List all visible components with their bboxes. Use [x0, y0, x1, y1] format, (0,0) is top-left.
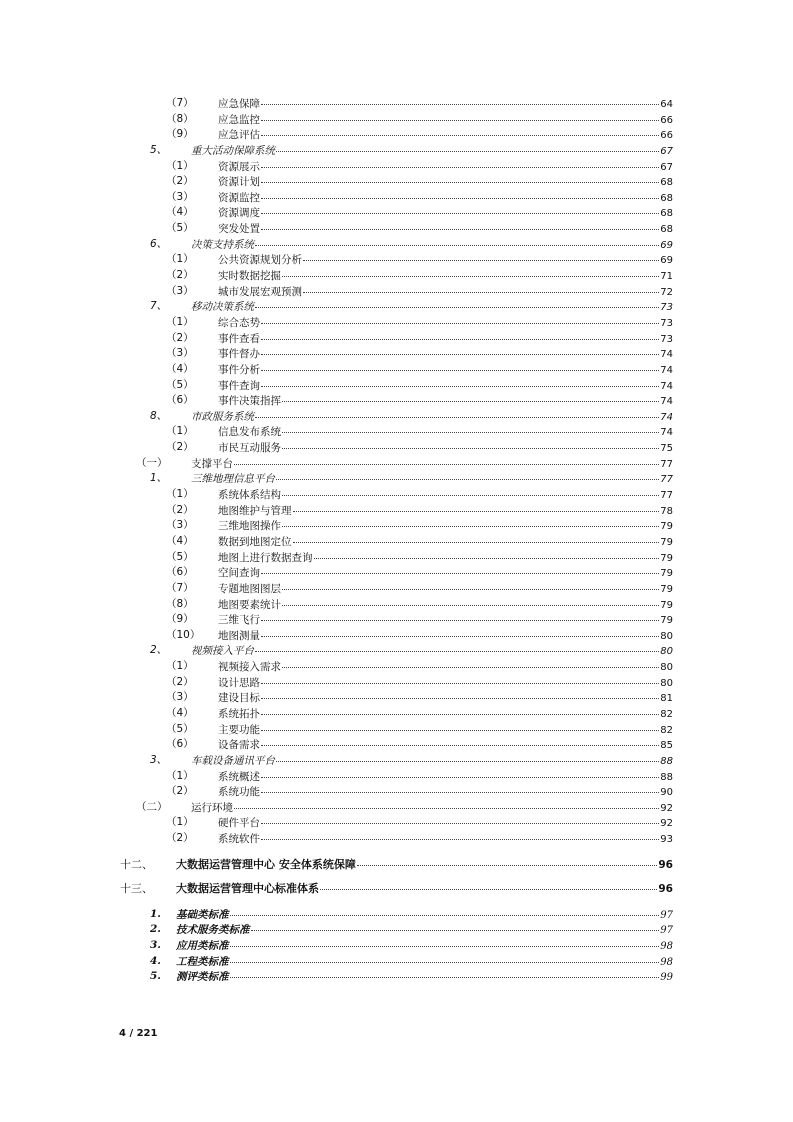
toc-entry-page-number: 68: [660, 224, 673, 236]
dot-leader: [261, 313, 659, 324]
toc-entry-number: （2）: [166, 441, 194, 454]
toc-entry-title: 应急评估: [218, 129, 260, 142]
dot-leader: [276, 751, 659, 762]
toc-entry-number: 十二、: [120, 857, 153, 871]
toc-entry-title: 测评类标准: [176, 971, 229, 984]
toc-entry-number: （1）: [166, 769, 194, 782]
toc-entry-title: 主要功能: [218, 723, 260, 736]
toc-entry-page-number: 73: [660, 317, 673, 329]
toc-entry-page-number: 68: [660, 192, 673, 204]
toc-entry-page-number: 64: [660, 99, 673, 110]
toc-entry[interactable]: [0, 877, 793, 901]
toc-entry-page-number: 74: [660, 411, 673, 423]
toc-entry-number: （1）: [166, 425, 194, 438]
toc-entry-number: （4）: [166, 706, 194, 719]
dot-leader: [255, 641, 659, 652]
dot-leader: [261, 203, 659, 214]
toc-entry-page-number: 78: [660, 505, 673, 517]
toc-entry-page-number: 73: [660, 333, 673, 345]
toc-entry-title: 硬件平台: [218, 817, 260, 830]
toc-entry-page-number: 88: [660, 755, 673, 767]
toc-entry-number: 6、: [150, 237, 168, 250]
toc-entry-page-number: 97: [660, 909, 673, 921]
toc-entry-page-number: 97: [660, 925, 673, 937]
toc-entry-page-number: 77: [660, 490, 673, 502]
toc-entry-number: （8）: [166, 597, 194, 610]
table-of-contents: [0, 96, 793, 985]
toc-entry-page-number: 66: [660, 114, 673, 126]
toc-entry-number: （2）: [166, 269, 194, 282]
dot-leader: [261, 610, 659, 621]
toc-entry-title: 资源调度: [218, 207, 260, 220]
toc-entry-title: 应用类标准: [176, 940, 229, 953]
dot-leader: [261, 94, 659, 105]
toc-entry-page-number: 79: [660, 568, 673, 580]
toc-entry-page-number: 81: [660, 693, 673, 705]
dot-leader: [282, 422, 659, 433]
toc-entry-number: 4.: [150, 954, 161, 967]
dot-leader: [261, 813, 659, 824]
toc-entry-title: 实时数据挖掘: [218, 270, 281, 283]
dot-leader: [282, 485, 659, 496]
toc-entry-page-number: 67: [660, 161, 673, 173]
toc-entry-title: 公共资源规划分析: [218, 254, 302, 267]
toc-entry-title: 城市发展宏观预测: [218, 285, 302, 298]
dot-leader: [261, 376, 659, 387]
dot-leader: [320, 879, 657, 890]
toc-entry-title: 系统体系结构: [218, 489, 281, 502]
toc-entry-number: （2）: [166, 175, 194, 188]
toc-entry-title: 决策支持系统: [191, 238, 254, 251]
dot-leader: [282, 579, 659, 590]
toc-entry-number: （5）: [166, 722, 194, 735]
toc-entry-title: 系统功能: [218, 786, 260, 799]
dot-leader: [282, 391, 659, 402]
toc-entry-number: （1）: [166, 488, 194, 501]
toc-entry-page-number: 74: [660, 396, 673, 408]
toc-entry-page-number: 77: [660, 474, 673, 486]
dot-leader: [282, 595, 659, 606]
dot-leader: [303, 282, 659, 293]
toc-entry-number: （9）: [166, 613, 194, 626]
dot-leader: [261, 735, 659, 746]
dot-leader: [303, 250, 659, 261]
dot-leader: [261, 110, 659, 121]
toc-entry-number: 十三、: [120, 881, 153, 895]
toc-entry-number: 5.: [150, 970, 161, 983]
toc-entry-number: （1）: [166, 660, 194, 673]
toc-entry-page-number: 82: [660, 708, 673, 720]
toc-entry-title: 大数据运营管理中心标准体系: [176, 881, 319, 895]
toc-entry-number: 1.: [150, 907, 161, 920]
dot-leader: [261, 125, 659, 136]
dot-leader: [282, 438, 659, 449]
dot-leader: [251, 920, 660, 931]
page-number-footer: 4 / 221: [119, 1028, 158, 1039]
toc-entry-line: [218, 831, 673, 848]
dot-leader: [261, 704, 659, 715]
toc-entry-number: （5）: [166, 378, 194, 391]
toc-entry-title: 技术服务类标准: [176, 924, 250, 937]
dot-leader: [282, 266, 659, 277]
toc-entry-title: 事件决策指挥: [218, 395, 281, 408]
toc-entry-page-number: 68: [660, 208, 673, 220]
toc-entry-title: 地图维护与管理: [218, 504, 292, 517]
toc-entry-page-number: 69: [660, 255, 673, 267]
toc-entry-title: 重大活动保障系统: [191, 144, 275, 157]
dot-leader: [261, 673, 659, 684]
toc-entry-title: 运行环境: [191, 801, 233, 814]
dot-leader: [230, 967, 660, 978]
toc-entry-page-number: 82: [660, 724, 673, 736]
toc-entry-page-number: 85: [660, 740, 673, 752]
toc-entry-page-number: 96: [658, 882, 673, 895]
toc-entry-title: 支撑平台: [191, 457, 233, 470]
dot-leader: [261, 329, 659, 340]
toc-entry-line: [176, 853, 673, 877]
toc-entry-number: （3）: [166, 190, 194, 203]
toc-entry-page-number: 77: [660, 458, 673, 470]
toc-entry-title: 空间查询: [218, 567, 260, 580]
toc-entry-title: 系统概述: [218, 770, 260, 783]
toc-entry-title: 事件查看: [218, 332, 260, 345]
toc-entry-page-number: 66: [660, 130, 673, 142]
dot-leader: [261, 626, 659, 637]
dot-leader: [261, 829, 659, 840]
toc-entry-title: 应急监控: [218, 113, 260, 126]
toc-entry-number: （2）: [166, 503, 194, 516]
toc-entry-number: 2.: [150, 923, 161, 936]
toc-entry-number: （3）: [166, 284, 194, 297]
toc-entry-title: 基础类标准: [176, 908, 229, 921]
toc-entry-number: （4）: [166, 206, 194, 219]
dot-leader: [234, 454, 659, 465]
toc-entry-title: 地图要素统计: [218, 598, 281, 611]
toc-entry-title: 设计思路: [218, 676, 260, 689]
toc-entry[interactable]: [0, 831, 793, 847]
dot-leader: [261, 172, 659, 183]
toc-entry-number: （10）: [166, 628, 201, 641]
toc-entry-title: 突发处置: [218, 223, 260, 236]
toc-entry-page-number: 79: [660, 599, 673, 611]
toc-entry-title: 建设目标: [218, 692, 260, 705]
toc-entry-number: （2）: [166, 331, 194, 344]
toc-entry-number: （2）: [166, 832, 194, 845]
toc-entry-page-number: 88: [660, 771, 673, 783]
toc-entry-page-number: 68: [660, 177, 673, 189]
toc-entry-title: 事件分析: [218, 363, 260, 376]
dot-leader: [282, 657, 659, 668]
toc-entry-title: 市民互动服务: [218, 442, 281, 455]
toc-entry-title: 三维地图操作: [218, 520, 281, 533]
toc-entry-number: 2、: [150, 644, 168, 657]
dot-leader: [255, 235, 659, 246]
toc-entry-title: 大数据运营管理中心 安全体系统保障: [176, 857, 356, 871]
dot-leader: [293, 532, 660, 543]
toc-entry-number: 7、: [150, 300, 168, 313]
toc-entry-page-number: 98: [660, 956, 673, 968]
dot-leader: [293, 501, 660, 512]
toc-entry-number: 5、: [150, 143, 168, 156]
toc-entry-title: 移动决策系统: [191, 301, 254, 314]
dot-leader: [276, 469, 659, 480]
toc-entry-page-number: 93: [660, 834, 673, 846]
toc-entry-number: （2）: [166, 675, 194, 688]
toc-entry-title: 工程类标准: [176, 955, 229, 968]
toc-entry-number: 1、: [150, 472, 168, 485]
dot-leader: [261, 782, 659, 793]
toc-entry-number: （6）: [166, 394, 194, 407]
toc-entry-number: （3）: [166, 691, 194, 704]
toc-entry[interactable]: [0, 853, 793, 877]
toc-entry-number: （1）: [166, 816, 194, 829]
toc-entry-page-number: 99: [660, 972, 673, 984]
toc-entry-page-number: 71: [660, 271, 673, 283]
dot-leader: [230, 952, 660, 963]
toc-entry-page-number: 73: [660, 302, 673, 314]
toc-entry-title: 车载设备通讯平台: [191, 754, 275, 767]
dot-leader: [261, 157, 659, 168]
toc-entry-title: 资源监控: [218, 191, 260, 204]
dot-leader: [261, 219, 659, 230]
dot-leader: [282, 516, 659, 527]
toc-entry-page-number: 74: [660, 380, 673, 392]
toc-entry-page-number: 79: [660, 615, 673, 627]
toc-entry-page-number: 80: [660, 662, 673, 674]
toc-entry-page-number: 75: [660, 443, 673, 455]
toc-entry-number: （2）: [166, 785, 194, 798]
toc-entry-page-number: 74: [660, 427, 673, 439]
toc-entry-number: （4）: [166, 534, 194, 547]
toc-entry-page-number: 80: [660, 630, 673, 642]
toc-entry-number: （5）: [166, 222, 194, 235]
toc-entry-title: 事件督办: [218, 348, 260, 361]
toc-entry-title: 资源展示: [218, 160, 260, 173]
toc-entry-page-number: 69: [660, 239, 673, 251]
toc-entry-number: （5）: [166, 550, 194, 563]
toc-entry-page-number: 96: [658, 858, 673, 871]
toc-entry-number: （1）: [166, 159, 194, 172]
dot-leader: [261, 688, 659, 699]
toc-entry[interactable]: [0, 969, 793, 985]
toc-entry-number: （一）: [136, 456, 168, 469]
toc-entry-page-number: 79: [660, 583, 673, 595]
toc-entry-number: （二）: [136, 800, 168, 813]
dot-leader: [230, 936, 660, 947]
toc-entry-page-number: 74: [660, 349, 673, 361]
toc-entry-title: 市政服务系统: [191, 410, 254, 423]
dot-leader: [261, 188, 659, 199]
toc-entry-number: （6）: [166, 738, 194, 751]
toc-entry-page-number: 79: [660, 552, 673, 564]
toc-entry-page-number: 74: [660, 364, 673, 376]
toc-entry-number: （1）: [166, 315, 194, 328]
toc-entry-number: （6）: [166, 566, 194, 579]
toc-entry-line: [176, 877, 673, 901]
toc-entry-page-number: 80: [660, 646, 673, 658]
dot-leader: [234, 798, 659, 809]
dot-leader: [261, 720, 659, 731]
toc-entry-number: 8、: [150, 409, 168, 422]
toc-entry-title: 三维地理信息平台: [191, 473, 275, 486]
toc-entry-page-number: 92: [660, 802, 673, 814]
toc-entry-title: 系统软件: [218, 833, 260, 846]
dot-leader: [255, 407, 659, 418]
toc-entry-number: 3、: [150, 753, 168, 766]
toc-entry-page-number: 79: [660, 536, 673, 548]
toc-entry-number: （1）: [166, 253, 194, 266]
toc-entry-page-number: 92: [660, 818, 673, 830]
toc-entry-title: 综合态势: [218, 316, 260, 329]
toc-entry-page-number: 90: [660, 787, 673, 799]
toc-entry-page-number: 67: [660, 145, 673, 157]
toc-entry-page-number: 79: [660, 521, 673, 533]
toc-entry-number: （7）: [166, 581, 194, 594]
dot-leader: [357, 855, 658, 866]
dot-leader: [261, 344, 659, 355]
toc-entry-title: 设备需求: [218, 739, 260, 752]
toc-entry-number: （3）: [166, 519, 194, 532]
toc-entry-title: 三维飞行: [218, 614, 260, 627]
dot-leader: [276, 141, 659, 152]
toc-entry-page-number: 80: [660, 677, 673, 689]
toc-entry-title: 专题地图图层: [218, 582, 281, 595]
toc-entry-title: 系统拓扑: [218, 707, 260, 720]
dot-leader: [261, 563, 659, 574]
dot-leader: [261, 767, 659, 778]
toc-entry-title: 视频接入平台: [191, 645, 254, 658]
toc-entry-number: （7）: [166, 97, 194, 109]
toc-entry-title: 信息发布系统: [218, 426, 281, 439]
toc-entry-number: （9）: [166, 128, 194, 141]
toc-entry-title: 资源计划: [218, 176, 260, 189]
toc-entry-title: 地图上进行数据查询: [218, 551, 313, 564]
toc-entry-number: 3.: [150, 939, 161, 952]
dot-leader: [314, 548, 660, 559]
toc-entry-title: 事件查询: [218, 379, 260, 392]
toc-entry-page-number: 72: [660, 286, 673, 298]
dot-leader: [230, 905, 660, 916]
toc-entry-number: （3）: [166, 347, 194, 360]
toc-entry-title: 地图测量: [218, 629, 260, 642]
toc-entry-title: 视频接入需求: [218, 661, 281, 674]
toc-entry-number: （8）: [166, 112, 194, 125]
dot-leader: [261, 360, 659, 371]
toc-entry-page-number: 98: [660, 941, 673, 953]
toc-entry-line: [176, 969, 673, 986]
toc-entry-title: 数据到地图定位: [218, 535, 292, 548]
toc-entry-title: 应急保障: [218, 98, 260, 110]
toc-entry-number: （4）: [166, 362, 194, 375]
dot-leader: [255, 297, 659, 308]
